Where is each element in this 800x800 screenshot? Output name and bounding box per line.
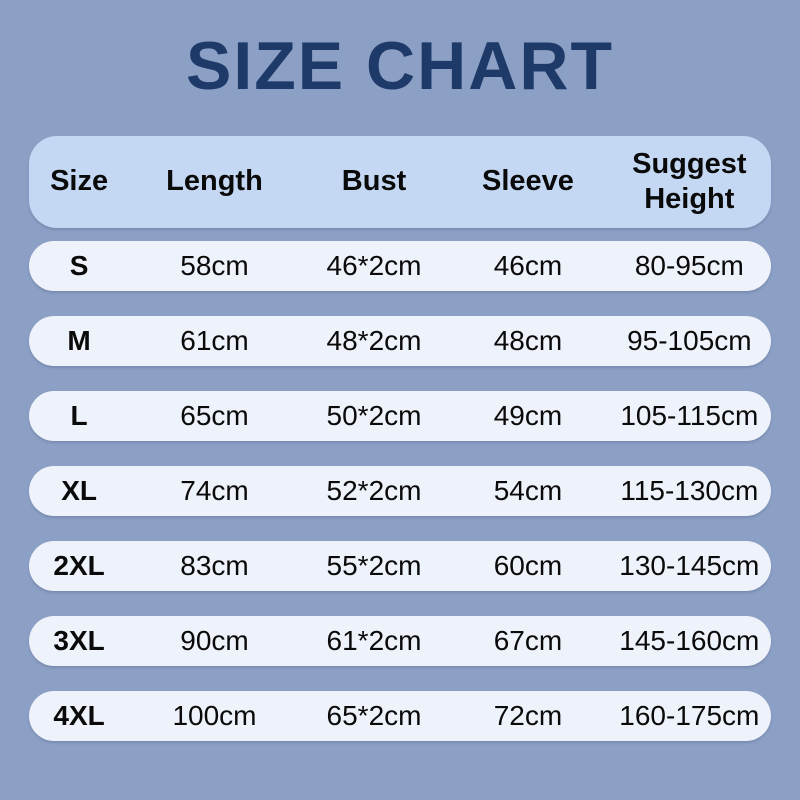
table-row [29,391,771,441]
bust-cell: 48*2cm [326,325,422,357]
length-cell: 74cm [180,475,249,507]
column-header-length: Length [166,165,263,198]
size-cell: 4XL [53,700,105,732]
bust-cell: 52*2cm [326,475,422,507]
size-cell: S [69,250,89,282]
bust-cell: 61*2cm [326,625,422,657]
size-cell: L [70,400,88,432]
length-cell: 100cm [172,700,257,732]
height-cell: 80-95cm [634,250,744,282]
length-cell: 65cm [180,400,249,432]
size-cell: XL [61,475,97,507]
size-table-rows [29,241,771,741]
table-row [29,541,771,591]
sleeve-cell: 60cm [493,550,563,582]
sleeve-cell: 72cm [493,700,563,732]
table-row [29,691,771,741]
length-cell: 90cm [180,625,249,657]
table-row [29,316,771,366]
table-row [29,466,771,516]
size-cell: M [67,325,91,357]
column-header-suggest-height: Suggest Height [632,147,747,216]
height-cell: 130-145cm [619,550,760,582]
sleeve-cell: 67cm [493,625,563,657]
length-cell: 61cm [180,325,249,357]
sleeve-cell: 48cm [493,325,563,357]
height-cell: 115-130cm [620,475,759,507]
page-title: SIZE CHART [186,28,614,104]
length-cell: 83cm [180,550,249,582]
table-row [29,241,771,291]
bust-cell: 50*2cm [326,400,422,432]
size-cell: 3XL [53,625,105,657]
size-table [29,136,771,741]
size-table-header-row [29,136,771,228]
bust-cell: 55*2cm [326,550,422,582]
sleeve-cell: 54cm [493,475,563,507]
size-cell: 2XL [53,550,105,582]
column-header-size: Size [50,165,109,198]
table-row [29,616,771,666]
length-cell: 58cm [180,250,249,282]
bust-cell: 65*2cm [326,700,422,732]
column-header-sleeve: Sleeve [482,165,574,198]
sleeve-cell: 49cm [493,400,563,432]
sleeve-cell: 46cm [493,250,563,282]
height-cell: 105-115cm [620,400,759,432]
height-cell: 145-160cm [619,625,760,657]
height-cell: 95-105cm [627,325,752,357]
bust-cell: 46*2cm [326,250,422,282]
column-header-bust: Bust [341,165,407,198]
height-cell: 160-175cm [619,700,760,732]
